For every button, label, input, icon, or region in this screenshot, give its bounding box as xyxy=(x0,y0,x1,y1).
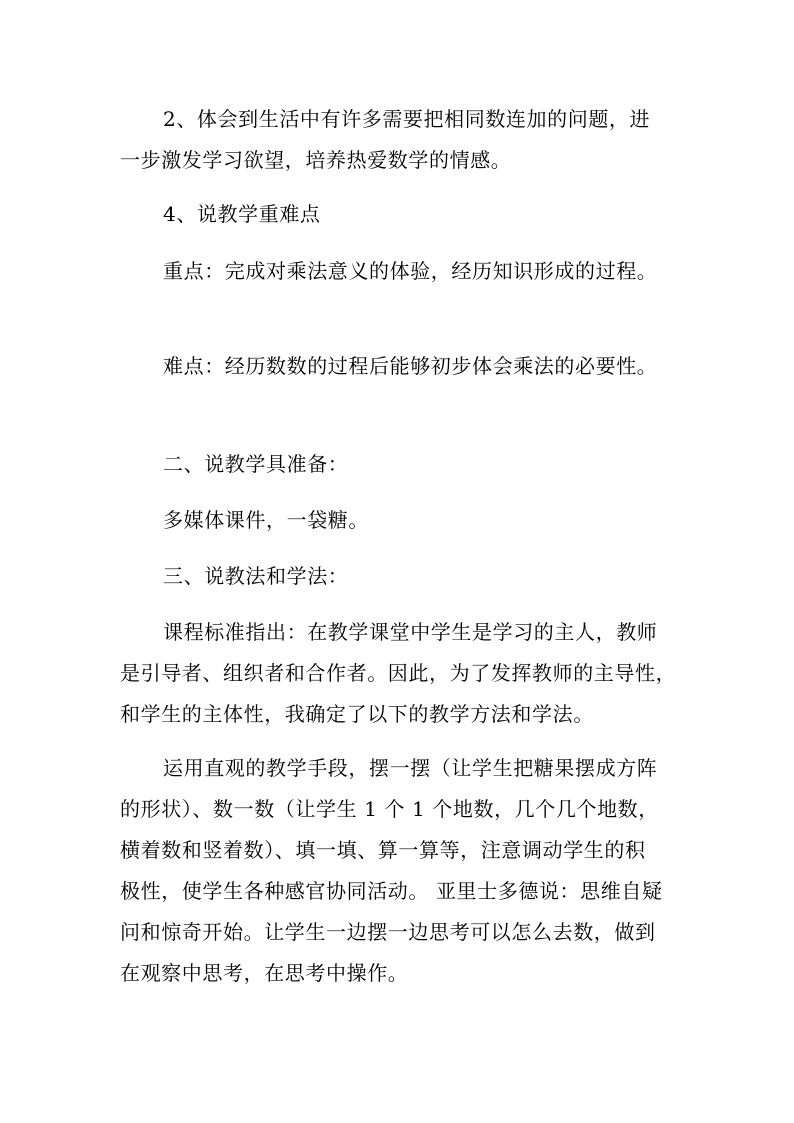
paragraph-curriculum-line-1: 课程标准指出：在教学课堂中学生是学习的主人，教师 xyxy=(163,620,658,644)
paragraph-curriculum-line-3: 和学生的主体性，我确定了以下的教学方法和学法。 xyxy=(120,702,594,726)
heading-key-difficult-points: 4、说教学重难点 xyxy=(163,202,321,226)
paragraph-methods-line-4: 极性，使学生各种感官协同活动。 亚里士多德说：思维自疑 xyxy=(120,879,663,903)
paragraph-methods-line-6: 在观察中思考，在思考中操作。 xyxy=(120,961,409,985)
difficult-point-text: 难点：经历数数的过程后能够初步体会乘法的必要性。 xyxy=(163,354,658,378)
teaching-materials-text: 多媒体课件，一袋糖。 xyxy=(163,508,369,532)
paragraph-goal-2-line-2: 一步激发学习欲望，培养热爱数学的情感。 xyxy=(120,148,512,172)
paragraph-goal-2-line-1: 2、体会到生活中有许多需要把相同数连加的问题，进 xyxy=(163,107,651,131)
heading-teaching-methods: 三、说教法和学法： xyxy=(163,564,349,588)
paragraph-curriculum-line-2: 是引导者、组织者和合作者。因此，为了发挥教师的主导性， xyxy=(120,661,677,685)
paragraph-methods-line-2: 的形状）、数一数（让学生 1 个 1 个地数，几个几个地数， xyxy=(120,797,659,821)
key-point-text: 重点：完成对乘法意义的体验，经历知识形成的过程。 xyxy=(163,259,658,283)
heading-teaching-materials: 二、说教学具准备： xyxy=(163,452,349,476)
paragraph-methods-line-3: 横着数和竖着数）、填一填、算一算等，注意调动学生的积 xyxy=(120,838,646,862)
paragraph-methods-line-5: 问和惊奇开始。让学生一边摆一边思考可以怎么去数，做到 xyxy=(120,920,656,944)
paragraph-methods-line-1: 运用直观的教学手段，摆一摆（让学生把糖果摆成方阵 xyxy=(163,756,658,780)
